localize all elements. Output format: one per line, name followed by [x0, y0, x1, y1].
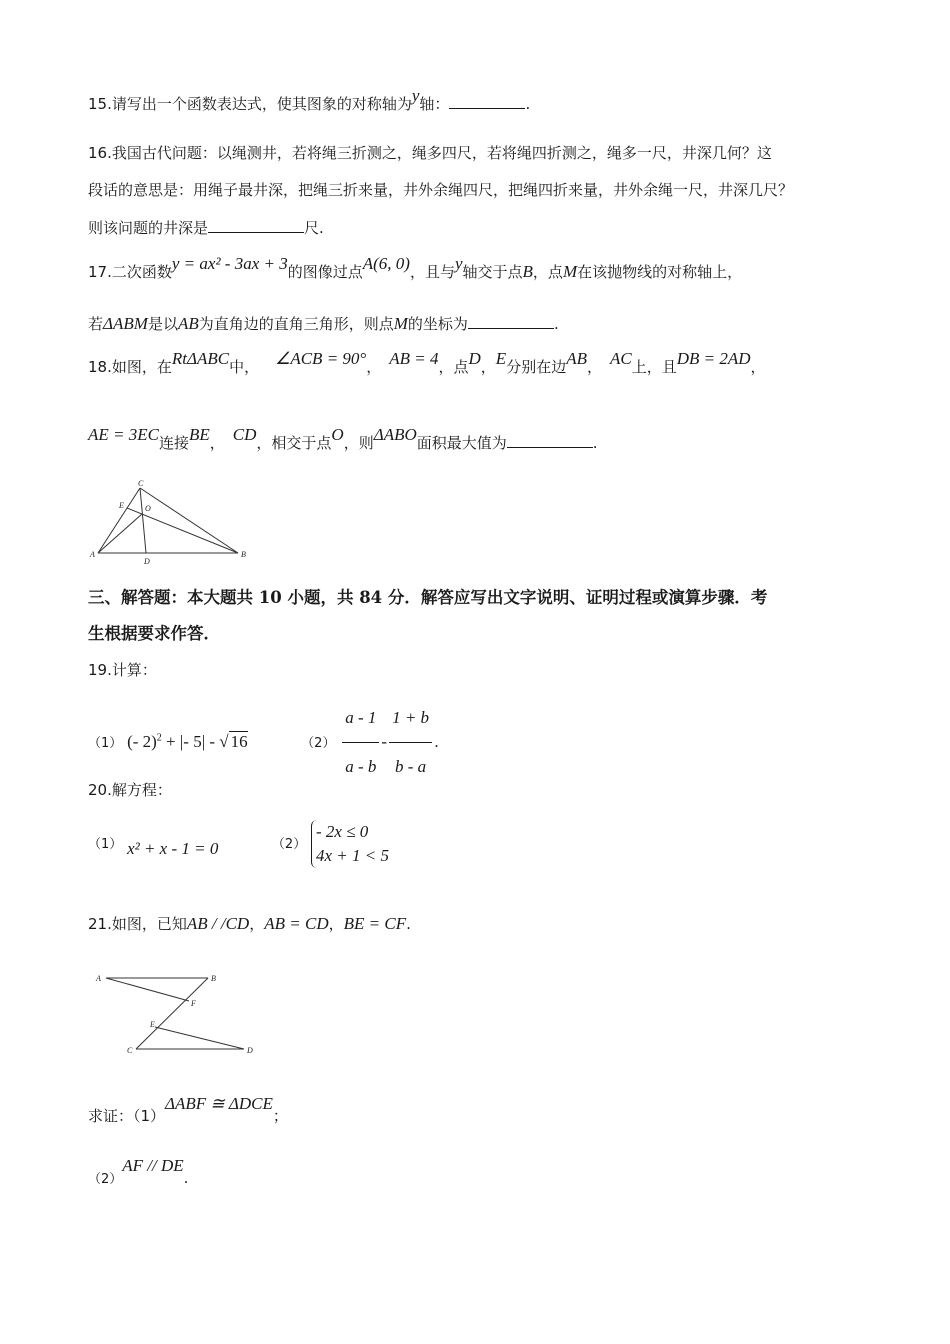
q18-t9: 面积最大值为 [416, 434, 507, 452]
q18-ab-eq: AB = 4 [389, 349, 439, 368]
q19-f2-den: b - a [394, 757, 427, 776]
q21-semicolon: ； [272, 1107, 288, 1125]
q21-equal-ab-cd: AB = CD [264, 914, 329, 933]
q17-triangle: ΔABM [103, 314, 148, 333]
q18-rt: RtΔABC [171, 349, 230, 368]
q20-ineq1: - 2x ≤ 0 [315, 821, 369, 841]
q19-f2-num: 1 + b [389, 696, 432, 743]
q18-t8: ，则 [343, 434, 374, 452]
q17-y: y [454, 254, 463, 273]
q17-end: . [553, 315, 559, 333]
q21-prove-2 [88, 1156, 189, 1190]
q17-m: M [562, 262, 578, 281]
q18-c3: ， [586, 358, 602, 376]
q21-end: . [406, 915, 411, 933]
q17-answer-blank[interactable] [468, 313, 554, 329]
q17-ab: AB [177, 314, 199, 333]
q17-m2: M [393, 314, 408, 333]
q21-end2: . [183, 1169, 189, 1187]
q15-y: y [411, 86, 420, 105]
q21-goal2: AF // DE [122, 1156, 184, 1175]
q19-minus: - [381, 732, 388, 751]
q18-t2: 中， [229, 358, 260, 376]
q19-e1a: (- 2) [127, 732, 157, 751]
q20-part1-label: （1） [88, 837, 123, 852]
q18-d: D [468, 349, 481, 368]
fig18-segment-cb [140, 488, 238, 553]
fig18-segment-cd [140, 488, 146, 553]
fig18-label-e: E [119, 501, 124, 510]
q18-be: BE [188, 425, 210, 444]
q17-b: B [522, 262, 533, 281]
q20-title: 20.解方程： [88, 781, 172, 799]
q18-t1: 如图，在 [111, 358, 172, 376]
fig18-label-b: B [241, 550, 246, 559]
q21-parallel: AB / /CD [186, 914, 250, 933]
fig18-label-o: O [145, 504, 151, 513]
q18-t5: 上，且 [631, 358, 677, 376]
fig21-label-c: C [127, 1046, 133, 1055]
q17-point-a: A(6, 0) [362, 254, 410, 273]
section3-heading-line1: 三、解答题：本大题共 10 小题，共 84 分．解答应写出文字说明、证明过程或演算步骤．考 [88, 588, 768, 607]
q19-f1-den: a - b [345, 757, 377, 776]
q18-c4: ， [750, 358, 766, 376]
q21-prove-1 [88, 1094, 288, 1126]
q18-c2: ， [480, 358, 496, 376]
q17-function: y = ax² - 3ax + 3 [171, 254, 288, 273]
q18-t7: ，相交于点 [256, 434, 332, 452]
q17-l2b: 是以 [147, 315, 178, 333]
q17-l2c: 为直角边的直角三角形，则点 [198, 315, 394, 333]
q15-number: 15. [88, 95, 112, 113]
q21-line [88, 914, 411, 934]
section3-heading-line2: 生根据要求作答． [88, 624, 220, 643]
q19-e1d: 16 [230, 732, 248, 751]
q18-db: DB = 2AD [676, 349, 751, 368]
fig18-label-c: C [138, 480, 144, 488]
q15-line [88, 86, 531, 114]
q15-answer-blank[interactable] [449, 93, 525, 109]
q19-part2-label: （2） [301, 736, 336, 751]
q18-t3: ，点 [438, 358, 469, 376]
q17-line2 [88, 313, 559, 334]
fig21-label-d: D [247, 1046, 253, 1055]
q18-t4: 分别在边 [506, 358, 567, 376]
q18-line1 [88, 349, 766, 377]
q16-unit: 尺. [304, 219, 324, 237]
q18-cd: CD [232, 425, 257, 444]
q18-number: 18. [88, 358, 112, 376]
q20-part2-label: （2） [271, 837, 307, 852]
q17-text5: ，点 [532, 263, 563, 281]
q15-end: . [525, 95, 531, 113]
q19-title: 19.计算： [88, 661, 157, 679]
q16-answer-blank[interactable] [208, 217, 304, 233]
q18-ac: AC [610, 349, 632, 368]
q16-line2: 段话的意思是：用绳子最井深，把绳三折来量，井外余绳四尺，把绳四折来量，井外余绳一尺，井深几尺？ [88, 181, 794, 199]
q20-ineq2: 4x + 1 < 5 [315, 845, 389, 865]
q17-l2a: 若 [88, 315, 104, 333]
q16-line3-text: 则该问题的井深是 [88, 219, 209, 237]
q19-parts [88, 696, 439, 789]
q21-text: 如图，已知 [111, 915, 187, 933]
q18-ab: AB [566, 349, 587, 368]
q18-angle: ∠ACB = 90° [275, 349, 367, 368]
q21-part2-label: （2） [88, 1172, 123, 1187]
q21-sep1: ， [249, 915, 265, 933]
q17-text: 二次函数 [111, 263, 172, 281]
q18-abo: ΔABO [373, 425, 417, 444]
fig21-label-f: F [191, 999, 196, 1008]
q20-system [311, 820, 389, 868]
q17-l2d: 的坐标为 [407, 315, 468, 333]
fig21-label-b: B [211, 974, 216, 983]
fig21-segment-af [106, 978, 189, 1001]
q18-o: O [331, 425, 344, 444]
q19-part1-label: （1） [88, 736, 123, 751]
q15-text: 请写出一个函数表达式，使其图象的对称轴为 [111, 95, 412, 113]
fig18-label-d: D [144, 557, 150, 566]
q18-ae: AE = 3EC [88, 425, 159, 444]
q17-text3: ，且与 [409, 263, 455, 281]
q17-number: 17. [88, 263, 112, 281]
q18-c5: ， [209, 434, 225, 452]
q19-e1c: + |- 5| - [166, 732, 216, 751]
q20-equation1: x² + x - 1 = 0 [127, 839, 219, 858]
q17-line1 [88, 254, 743, 282]
q16-line1: 16.我国古代问题：以绳测井，若将绳三折测之，绳多四尺，若将绳四折测之，绳多一尺，井深几何？这 [88, 144, 772, 162]
q21-equal-be-cf: BE = CF [343, 914, 407, 933]
q18-figure [88, 480, 263, 566]
q17-text4: 轴交于点 [462, 263, 523, 281]
q18-e: E [495, 349, 507, 368]
fig21-segment-bc [136, 978, 208, 1049]
fig21-segment-ed [155, 1027, 244, 1049]
q17-text2: 的图像过点 [287, 263, 363, 281]
q21-figure [92, 970, 262, 1060]
fig21-label-a: A [96, 974, 101, 983]
q21-prove-label: 求证：（1） [88, 1107, 166, 1125]
q19-fraction2 [389, 696, 432, 789]
fig18-label-a: A [90, 550, 95, 559]
q18-t6: 连接 [158, 434, 189, 452]
q18-c1: ， [366, 358, 382, 376]
q21-number: 21. [88, 915, 112, 933]
q18-line2 [88, 425, 598, 453]
q19-end: . [434, 733, 439, 751]
q21-sep2: ， [328, 915, 344, 933]
fig21-label-e: E [150, 1020, 155, 1029]
q18-end: . [592, 434, 598, 452]
q17-text6: 在该抛物线的对称轴上， [577, 263, 743, 281]
q19-e1b: 2 [156, 732, 162, 744]
q16-line3 [88, 217, 324, 238]
q19-f1-num: a - 1 [342, 696, 379, 743]
q19-fraction1 [342, 696, 379, 789]
q19-expr1: (- 2)$^2$ + |- 5| - √ 16 [127, 732, 248, 751]
q21-goal1: ΔABF ≅ ΔDCE [165, 1094, 273, 1113]
q18-answer-blank[interactable] [507, 432, 593, 448]
q20-parts [88, 816, 389, 872]
fig18-segment-ac [98, 488, 140, 553]
q15-text2: 轴： [419, 95, 450, 113]
